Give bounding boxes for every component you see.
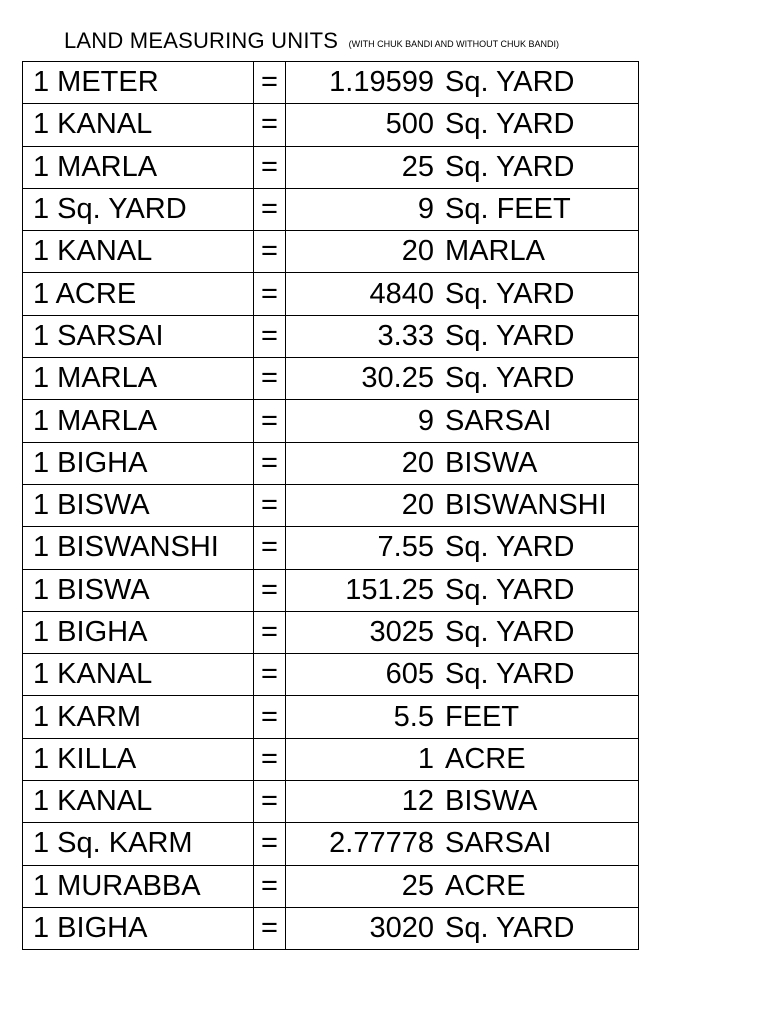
table-row <box>23 738 639 780</box>
conversion-unit: Sq. YARD <box>445 912 575 945</box>
conversion-unit: SARSAI <box>445 827 552 860</box>
equals-cell: = <box>254 654 286 696</box>
conversion-unit: MARLA <box>445 235 545 268</box>
table-row <box>23 907 639 949</box>
conversion-unit: BISWA <box>445 446 538 479</box>
equals-cell: = <box>254 865 286 907</box>
conversion-unit: Sq. YARD <box>445 658 575 691</box>
conversion-value: 30.25 <box>361 362 434 395</box>
equals-cell: = <box>254 738 286 780</box>
units-table <box>22 61 639 950</box>
from-unit-cell: 1 BISWANSHI <box>23 527 254 569</box>
to-unit-cell <box>286 400 639 442</box>
to-unit-cell <box>286 484 639 526</box>
from-unit-cell: 1 BIGHA <box>23 907 254 949</box>
from-unit-cell: 1 BIGHA <box>23 611 254 653</box>
conversion-unit: BISWA <box>445 785 538 818</box>
table-row <box>23 484 639 526</box>
conversion-value: 25 <box>401 150 434 183</box>
equals-cell: = <box>254 146 286 188</box>
conversion-unit: Sq. YARD <box>445 362 575 395</box>
equals-cell: = <box>254 696 286 738</box>
conversion-unit: SARSAI <box>445 404 552 437</box>
to-unit-cell <box>286 823 639 865</box>
conversion-unit: Sq. YARD <box>445 531 575 564</box>
conversion-unit: Sq. YARD <box>445 616 575 648</box>
table-row <box>23 273 639 315</box>
equals-cell: = <box>254 781 286 823</box>
from-unit-cell: 1 SARSAI <box>23 315 254 357</box>
equals-cell: = <box>254 611 286 653</box>
to-unit-cell <box>286 442 639 484</box>
from-unit-cell: 1 MARLA <box>23 400 254 442</box>
to-unit-cell <box>286 781 639 823</box>
table-row <box>23 569 639 611</box>
equals-cell: = <box>254 907 286 949</box>
table-row <box>23 865 639 907</box>
units-table-body <box>23 62 639 950</box>
from-unit-cell: 1 MARLA <box>23 358 254 400</box>
from-unit-cell: 1 KANAL <box>23 654 254 696</box>
from-unit-cell: 1 KANAL <box>23 231 254 273</box>
from-unit-cell: 1 MURABBA <box>23 865 254 907</box>
conversion-value: 20 <box>401 235 434 268</box>
table-row <box>23 400 639 442</box>
table-row <box>23 104 639 146</box>
from-unit-cell: 1 KANAL <box>23 104 254 146</box>
to-unit-cell <box>286 611 639 653</box>
to-unit-cell <box>286 907 639 949</box>
to-unit-cell <box>286 146 639 188</box>
conversion-value: 605 <box>385 658 434 691</box>
conversion-value: 151.25 <box>345 573 434 606</box>
table-row <box>23 654 639 696</box>
conversion-value: 3.33 <box>377 319 434 352</box>
to-unit-cell <box>286 231 639 273</box>
conversion-unit: Sq. YARD <box>445 150 575 183</box>
to-unit-cell <box>286 273 639 315</box>
from-unit-cell: 1 ACRE <box>23 273 254 315</box>
conversion-unit: Sq. YARD <box>445 277 575 310</box>
equals-cell: = <box>254 104 286 146</box>
conversion-value: 3020 <box>369 912 434 945</box>
conversion-unit: Sq. YARD <box>445 573 575 606</box>
conversion-value: 20 <box>401 489 434 522</box>
conversion-unit: FEET <box>445 700 520 733</box>
from-unit-cell: 1 BIGHA <box>23 442 254 484</box>
conversion-unit: Sq. YARD <box>445 319 575 352</box>
equals-cell: = <box>254 527 286 569</box>
conversion-value: 3025 <box>369 616 434 648</box>
table-row <box>23 696 639 738</box>
conversion-value: 7.55 <box>377 531 434 564</box>
table-row <box>23 146 639 188</box>
subtitle-text: (WITH CHUK BANDI AND WITHOUT CHUK BANDI) <box>348 39 559 49</box>
equals-cell: = <box>254 231 286 273</box>
equals-cell: = <box>254 484 286 526</box>
equals-cell: = <box>254 569 286 611</box>
conversion-value: 5.5 <box>393 700 434 733</box>
equals-cell: = <box>254 188 286 230</box>
from-unit-cell: 1 KARM <box>23 696 254 738</box>
table-row <box>23 781 639 823</box>
conversion-value: 12 <box>401 785 434 818</box>
to-unit-cell <box>286 865 639 907</box>
to-unit-cell <box>286 654 639 696</box>
to-unit-cell <box>286 358 639 400</box>
equals-cell: = <box>254 273 286 315</box>
to-unit-cell <box>286 315 639 357</box>
conversion-unit: ACRE <box>445 742 526 775</box>
from-unit-cell: 1 Sq. KARM <box>23 823 254 865</box>
to-unit-cell <box>286 569 639 611</box>
from-unit-cell: 1 METER <box>23 62 254 104</box>
conversion-unit: ACRE <box>445 869 526 902</box>
table-row <box>23 823 639 865</box>
equals-cell: = <box>254 823 286 865</box>
conversion-value: 9 <box>417 404 434 437</box>
to-unit-cell <box>286 188 639 230</box>
conversion-value: 2.77778 <box>329 827 434 860</box>
to-unit-cell <box>286 696 639 738</box>
title-text: LAND MEASURING UNITS <box>64 28 339 53</box>
equals-cell: = <box>254 358 286 400</box>
from-unit-cell: 1 KILLA <box>23 738 254 780</box>
table-row <box>23 442 639 484</box>
conversion-unit: BISWANSHI <box>445 489 607 522</box>
conversion-unit: Sq. YARD <box>445 66 575 99</box>
conversion-unit: Sq. FEET <box>445 193 571 226</box>
equals-cell: = <box>254 442 286 484</box>
table-row <box>23 62 639 104</box>
conversion-value: 1.19599 <box>329 66 434 99</box>
table-row <box>23 231 639 273</box>
table-row <box>23 188 639 230</box>
conversion-value: 20 <box>401 446 434 479</box>
equals-cell: = <box>254 62 286 104</box>
equals-cell: = <box>254 400 286 442</box>
from-unit-cell: 1 MARLA <box>23 146 254 188</box>
to-unit-cell <box>286 104 639 146</box>
table-row <box>23 527 639 569</box>
page-title <box>64 28 559 54</box>
table-row <box>23 611 639 653</box>
to-unit-cell <box>286 62 639 104</box>
conversion-value: 25 <box>401 869 434 902</box>
to-unit-cell <box>286 738 639 780</box>
from-unit-cell: 1 BISWA <box>23 484 254 526</box>
from-unit-cell: 1 KANAL <box>23 781 254 823</box>
from-unit-cell: 1 Sq. YARD <box>23 188 254 230</box>
table-row <box>23 358 639 400</box>
from-unit-cell: 1 BISWA <box>23 569 254 611</box>
conversion-value: 4840 <box>369 277 434 310</box>
to-unit-cell <box>286 527 639 569</box>
conversion-value: 500 <box>385 108 434 141</box>
conversion-value: 9 <box>417 193 434 226</box>
conversion-value: 1 <box>417 742 434 775</box>
equals-cell: = <box>254 315 286 357</box>
table-row <box>23 315 639 357</box>
conversion-unit: Sq. YARD <box>445 108 575 141</box>
